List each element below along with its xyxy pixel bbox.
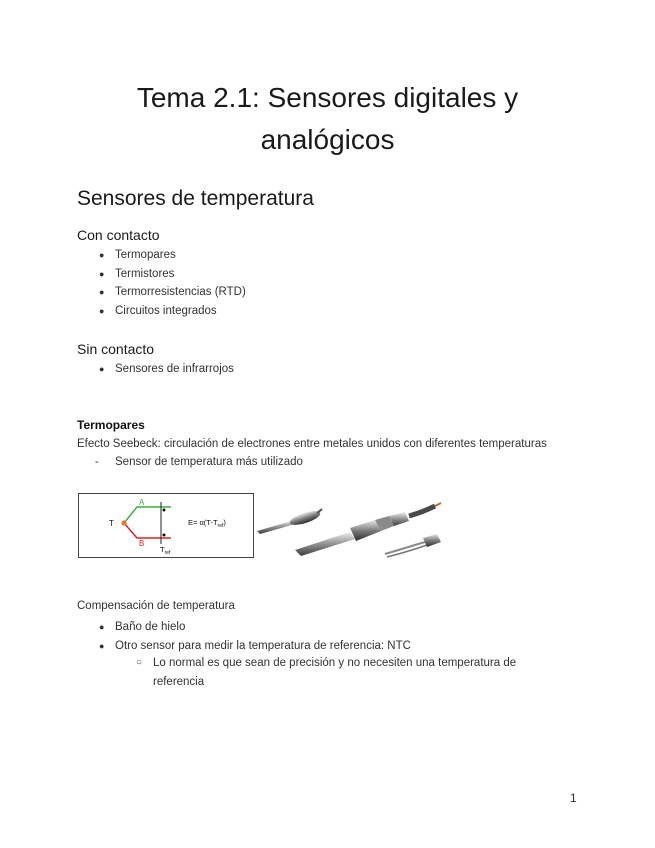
termopares-heading: Termopares bbox=[77, 418, 145, 432]
dash-bullet: - bbox=[95, 456, 99, 468]
cable-probe bbox=[385, 534, 441, 557]
junction-dot bbox=[121, 520, 126, 525]
thermocouple-diagram-svg bbox=[79, 494, 253, 557]
document-page: Tema 2.1: Sensores digitales y analógicos Sensores de temperatura Con contacto ● Termopares ● Termistores ● Termorresistencias (RTD) ● Circuitos integrados Sin contacto ● Sensores de infrarrojos Termopares Efecto Seebeck: circulación de electrones entre metales unidos con diferentes temperaturas - Sensor de temperatura más utilizado T A B $E= \alpha(T-T_{ref})$ $T_{ref}$ Compensación de temperatura ● Baño de hielo ● Otro sensor para medir la temperatura de referencia: NTC ○ Lo normal es que sean de precisión y no necesiten una temperatura de referencia 1 bbox=[0, 0, 655, 848]
label-a: A bbox=[139, 498, 145, 507]
terminal-bottom bbox=[163, 534, 166, 537]
terminal-top bbox=[163, 509, 166, 512]
thermocouple-photo bbox=[255, 498, 443, 558]
title-line-1: Tema 2.1: Sensores digitales y bbox=[136, 82, 519, 113]
page-number: 1 bbox=[570, 791, 577, 805]
compensation-heading: Compensación de temperatura bbox=[77, 600, 235, 612]
thermocouple-photo-svg bbox=[255, 498, 443, 558]
no-contact-heading: Sin contacto bbox=[77, 341, 155, 357]
contact-heading: Con contacto bbox=[77, 227, 160, 243]
seebeck-paragraph: Efecto Seebeck: circulación de electrones entre metales unidos con diferentes temperaturas bbox=[77, 438, 547, 450]
sub-item: Lo normal es que sean de precisión y no necesiten una temperatura de referencia bbox=[153, 657, 517, 688]
page-title bbox=[0, 77, 655, 161]
label-b: B bbox=[139, 539, 145, 548]
sub-bullet: ○ bbox=[136, 657, 143, 668]
formula: $E= \alpha(T-T_{ref})$ bbox=[188, 518, 226, 529]
label-t: T bbox=[109, 519, 114, 528]
thermocouple-diagram bbox=[78, 493, 254, 558]
title-line-2: analógicos bbox=[260, 124, 395, 155]
tref-label: $T_{ref}$ bbox=[160, 545, 171, 556]
dash-item-text: Sensor de temperatura más utilizado bbox=[115, 456, 303, 468]
section-heading: Sensores de temperatura bbox=[77, 187, 314, 210]
small-probe bbox=[257, 508, 322, 534]
